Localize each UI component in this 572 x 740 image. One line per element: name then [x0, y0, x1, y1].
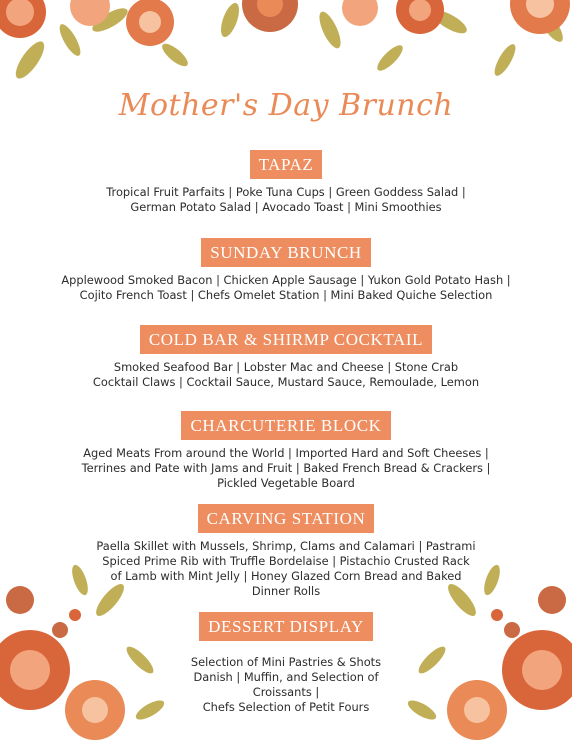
- menu-section-sunday-brunch: [40, 238, 532, 303]
- menu-line: of Lamb with Mint Jelly | Honey Glazed Corn Bread and Baked: [110, 569, 462, 583]
- section-heading: SUNDAY BRUNCH: [201, 238, 371, 267]
- menu-line: Pickled Vegetable Board: [217, 476, 355, 490]
- section-items: [40, 655, 532, 715]
- menu-line: Smoked Seafood Bar | Lobster Mac and Cheese | Stone Crab: [113, 360, 459, 374]
- menu-section-dessert-display: [40, 612, 532, 715]
- menu-line: Danish | Muffin, and Selection of: [193, 670, 379, 684]
- section-items: [40, 539, 532, 599]
- menu-line: Chefs Selection of Petit Fours: [202, 700, 370, 714]
- menu-line: Croissants |: [252, 685, 320, 699]
- section-items: [40, 273, 532, 303]
- menu-section-charcuterie: [40, 411, 532, 491]
- menu-line: Paella Skillet with Mussels, Shrimp, Clams and Calamari | Pastrami: [96, 539, 476, 553]
- menu-line: Selection of Mini Pastries & Shots: [190, 655, 382, 669]
- section-items: [40, 360, 532, 390]
- section-items: [40, 446, 532, 491]
- menu-line: Dinner Rolls: [251, 584, 321, 598]
- section-heading: DESSERT DISPLAY: [199, 612, 373, 641]
- floral-border-top: [0, 0, 572, 100]
- menu-line: Cojito French Toast | Chefs Omelet Station | Mini Baked Quiche Selection: [79, 288, 493, 302]
- menu-line: Cocktail Claws | Cocktail Sauce, Mustard Sauce, Remoulade, Lemon: [92, 375, 480, 389]
- section-heading: CARVING STATION: [198, 504, 375, 533]
- menu-line: Tropical Fruit Parfaits | Poke Tuna Cups | Green Goddess Salad |: [106, 185, 466, 199]
- menu-section-cold-bar: [40, 325, 532, 390]
- menu-line: Spiced Prime Rib with Truffle Bordelaise | Pistachio Crusted Rack: [102, 554, 470, 568]
- menu-line: Aged Meats From around the World | Imported Hard and Soft Cheeses |: [83, 446, 489, 460]
- section-heading: CHARCUTERIE BLOCK: [181, 411, 390, 440]
- section-items: [40, 185, 532, 215]
- section-heading: COLD BAR & SHIRMP COCKTAIL: [140, 325, 432, 354]
- page-title: Mother's Day Brunch: [118, 88, 454, 123]
- section-heading: TAPAZ: [250, 150, 323, 179]
- flower-icon: [0, 0, 570, 46]
- menu-line: German Potato Salad | Avocado Toast | Mini Smoothies: [130, 200, 442, 214]
- menu-section-carving-station: [40, 504, 532, 599]
- menu-line: Terrines and Pate with Jams and Fruit | Baked French Bread & Crackers |: [81, 461, 491, 475]
- menu-section-tapaz: [40, 150, 532, 215]
- menu-line: Applewood Smoked Bacon | Chicken Apple Sausage | Yukon Gold Potato Hash |: [61, 273, 511, 287]
